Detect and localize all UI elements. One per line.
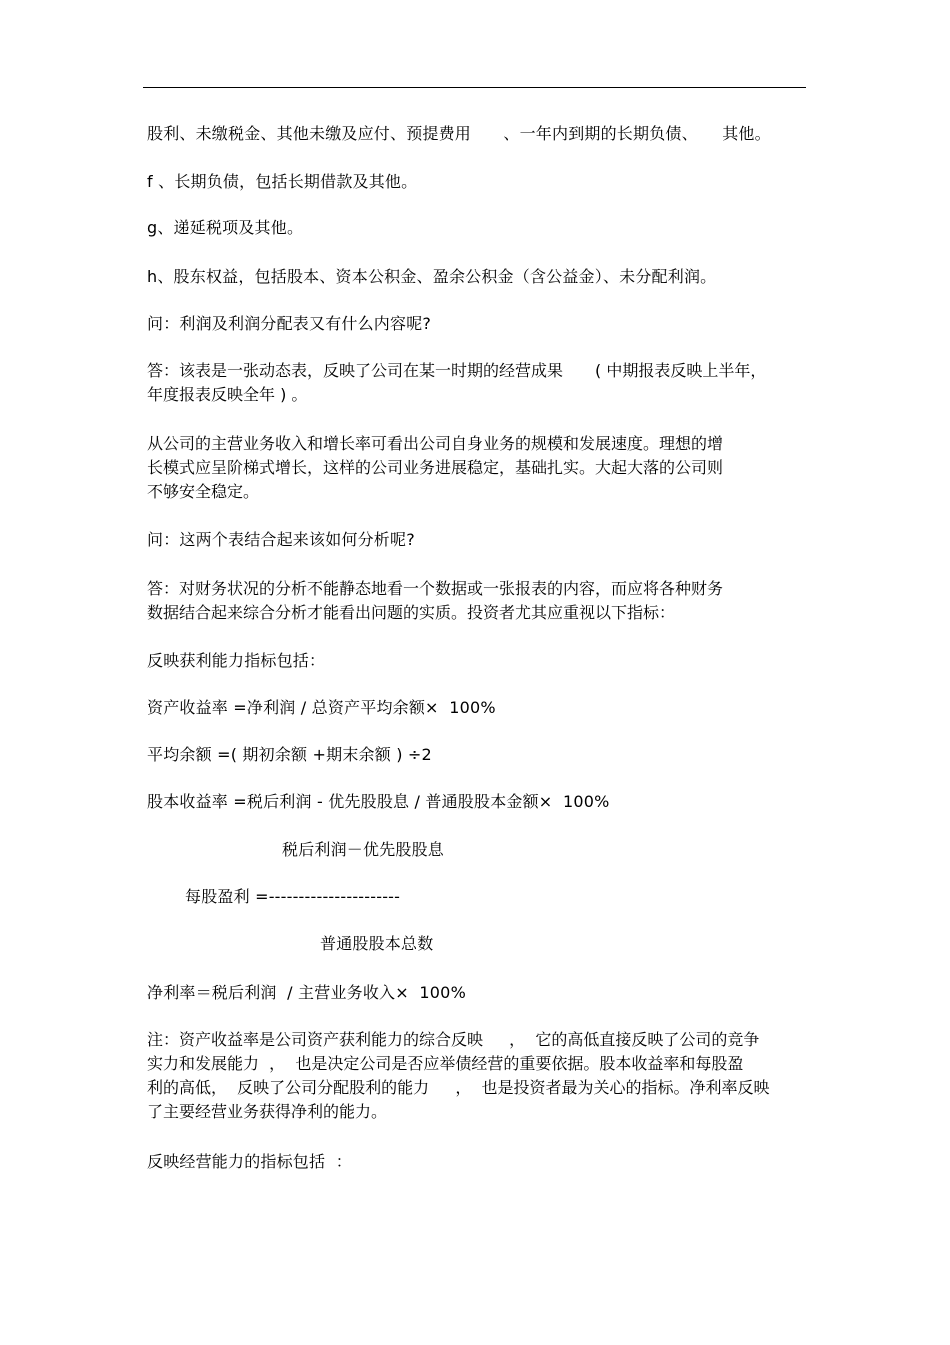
text-line: 注：资产收益率是公司资产获利能力的综合反映 ， 它的高低直接反映了公司的竞争 xyxy=(147,1030,760,1049)
formula-average-balance: 平均余额 =( 期初余额 +期末余额 ) ÷2 xyxy=(147,745,432,764)
heading-profitability-indicators: 反映获利能力指标包括： xyxy=(147,651,326,670)
question-combined-analysis: 问：这两个表结合起来该如何分析呢? xyxy=(147,530,415,549)
text-line-f-long-term-liabilities: f 、长期负债，包括长期借款及其他。 xyxy=(147,172,418,191)
question-income-statement: 问：利润及利润分配表又有什么内容呢? xyxy=(147,314,432,333)
text-line: 答：对财务状况的分析不能静态地看一个数据或一张报表的内容，而应将各种财务 xyxy=(147,579,724,598)
formula-return-on-equity: 股本收益率 =税后利润 - 优先股股息 / 普通股股本金额× 100% xyxy=(147,792,610,811)
text-line: 长模式应呈阶梯式增长，这样的公司业务进展稳定，基础扎实。大起大落的公司则 xyxy=(147,458,724,477)
text-line: 从公司的主营业务收入和增长率可看出公司自身业务的规模和发展速度。理想的增 xyxy=(147,434,724,453)
formula-return-on-assets: 资产收益率 =净利润 / 总资产平均余额× 100% xyxy=(147,698,496,717)
eps-numerator: 税后利润－优先股股息 xyxy=(282,840,445,859)
text-line: 了主要经营业务获得净利的能力。 xyxy=(147,1102,388,1121)
note-paragraph xyxy=(147,1028,827,1124)
text-line-liabilities-items: 股利、未缴税金、其他未缴及应付、预提费用 、一年内到期的长期负债、 其他。 xyxy=(147,124,771,143)
answer-combined-analysis xyxy=(147,577,827,625)
text-line-h-equity: h、股东权益，包括股本、资本公积金、盈余公积金（含公益金）、未分配利润。 xyxy=(147,267,717,286)
text-line: 利的高低， 反映了公司分配股利的能力 ， 也是投资者最为关心的指标。净利率反映 xyxy=(147,1078,770,1097)
header-rule xyxy=(143,87,806,88)
text-line-g-deferred-tax: g、递延税项及其他。 xyxy=(147,218,304,237)
eps-denominator: 普通股股本总数 xyxy=(320,934,434,953)
text-line: 答：该表是一张动态表，反映了公司在某一时期的经营成果 ( 中期报表反映上半年， xyxy=(147,361,767,380)
text-line: 实力和发展能力 ， 也是决定公司是否应举债经营的重要依据。股本收益率和每股盈 xyxy=(147,1054,744,1073)
heading-operating-indicators: 反映经营能力的指标包括 ： xyxy=(147,1152,352,1171)
eps-formula-line: 每股盈利 =---------------------- xyxy=(185,887,401,906)
text-line: 数据结合起来综合分析才能看出问题的实质。投资者尤其应重视以下指标： xyxy=(147,603,676,622)
paragraph-growth xyxy=(147,432,827,504)
text-line: 年度报表反映全年 ) 。 xyxy=(147,385,308,404)
text-line: 不够安全稳定。 xyxy=(147,482,260,501)
answer-income-statement xyxy=(147,359,827,407)
formula-net-margin: 净利率＝税后利润 / 主营业务收入× 100% xyxy=(147,983,466,1002)
